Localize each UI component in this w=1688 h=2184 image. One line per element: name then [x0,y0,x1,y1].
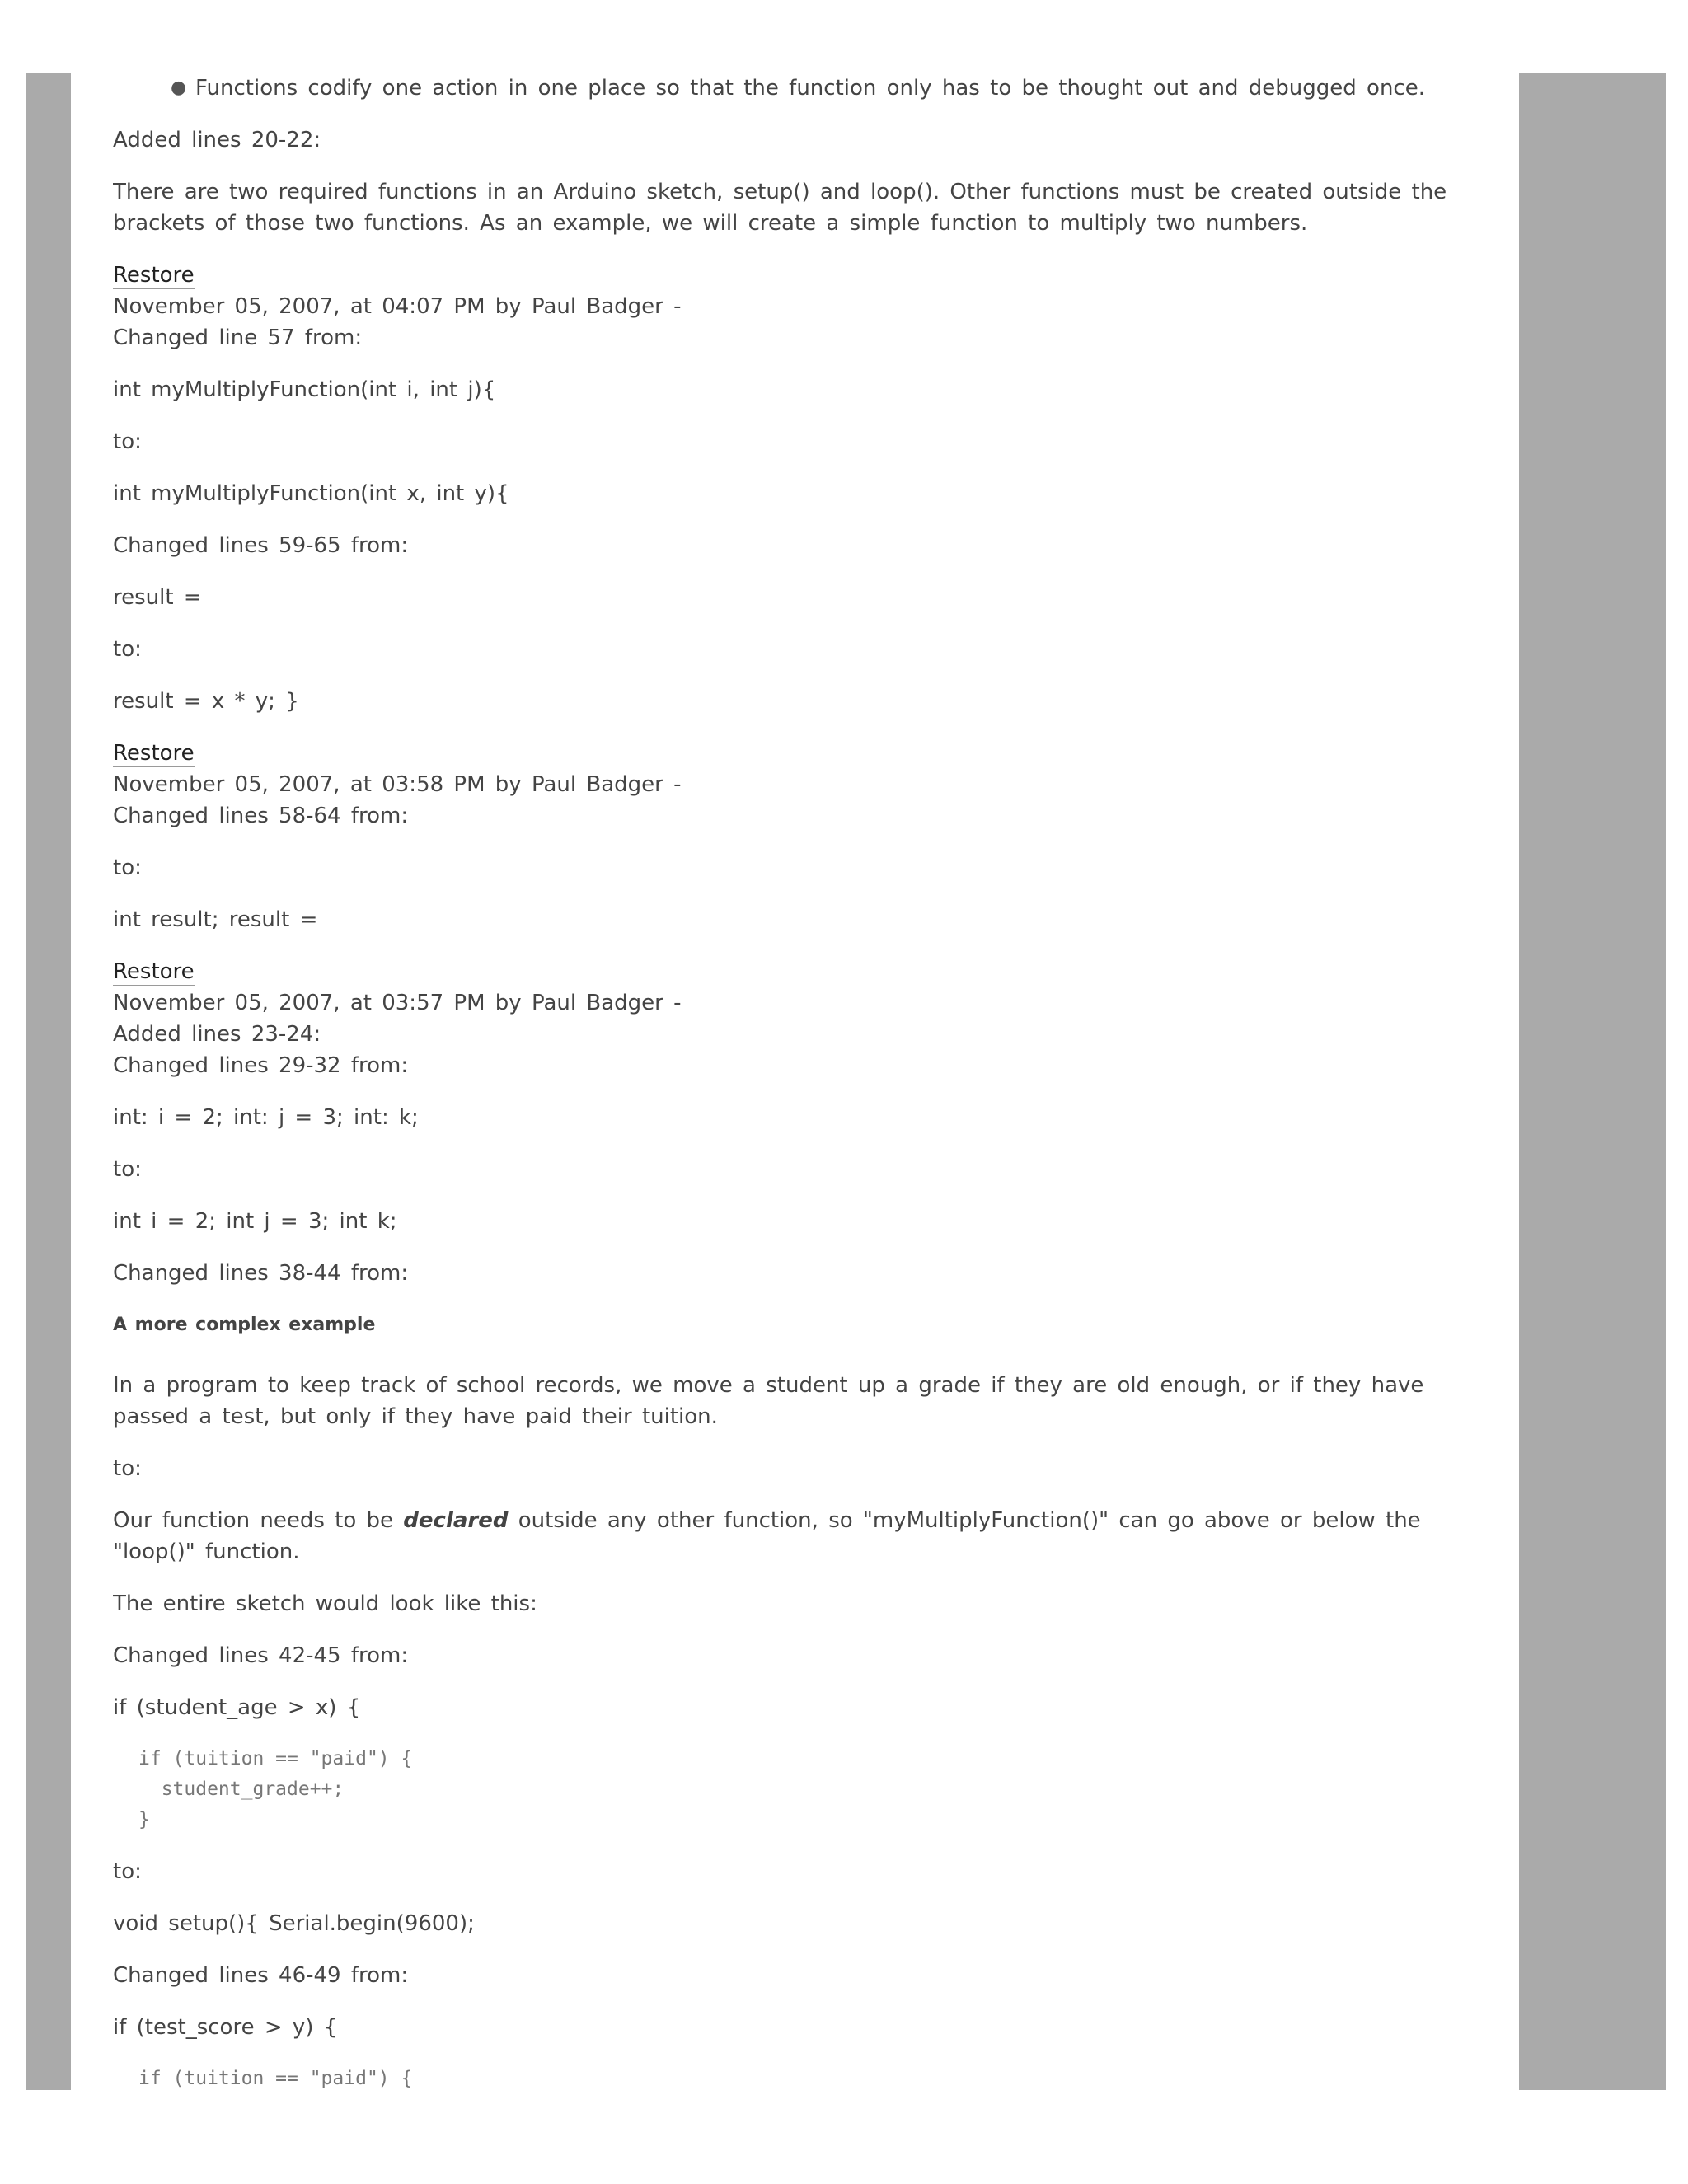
change-label: Changed lines 58-64 from: [113,804,409,828]
to-label: to: [113,1456,142,1481]
to-label: to: [113,637,142,662]
bullet-icon: ● [171,77,187,98]
bullet-text: Functions codify one action in one place so that the function only has to be thought out and debugged once. [195,76,1425,101]
restore-link[interactable]: Restore [113,959,195,984]
code-line: if (student_age > x) { [113,1695,361,1720]
to-label: to: [113,855,142,880]
added-lines-label: Added lines 23-24: [113,1022,321,1047]
restore-link[interactable]: Restore [113,263,195,288]
code-line: if (test_score > y) { [113,2015,338,2040]
declared-emphasis: declared [403,1508,509,1533]
intro-paragraph: There are two required functions in an Arduino sketch, setup() and loop(). Other functions must be created outside the brackets of those two functions. As an example, we will create a simple function to multiply two numbers. [113,180,1447,236]
new-line: int myMultiplyFunction(int x, int y){ [113,481,509,506]
new-line: int result; result = [113,907,318,932]
entire-sketch-text: The entire sketch would look like this: [113,1591,537,1616]
new-line: int i = 2; int j = 3; int k; [113,1209,397,1234]
page-content [113,73,1469,2090]
old-line: int: i = 2; int: j = 3; int: k; [113,1105,419,1130]
revision-meta: November 05, 2007, at 03:58 PM by Paul Badger - [113,772,682,797]
code-line: void setup(){ Serial.begin(9600); [113,1911,475,1936]
section-heading: A more complex example [113,1315,376,1335]
right-gray-bar [1519,73,1666,2090]
declared-text-after: outside any other function, so "myMultiplyFunction()" can go above or below the "loop()" function. [113,1508,1421,1564]
added-lines-label: Added lines 20-22: [113,128,321,152]
revision-block-2 [113,738,1469,832]
bullet-list [113,73,1469,104]
school-paragraph: In a program to keep track of school records, we move a student up a grade if they are old enough, or if they have passed a test, but only if they have paid their tuition. [113,1373,1424,1429]
change-label: Changed lines 42-45 from: [113,1643,409,1668]
old-line: int myMultiplyFunction(int i, int j){ [113,377,496,402]
revision-meta: November 05, 2007, at 03:57 PM by Paul Badger - [113,991,682,1015]
restore-link[interactable]: Restore [113,741,195,766]
revision-block-3 [113,956,1469,1081]
to-label: to: [113,1859,142,1884]
to-label: to: [113,429,142,454]
code-block: if (tuition == "paid") { [138,2068,413,2089]
revision-block-1 [113,260,1469,354]
change-label: Changed lines 38-44 from: [113,1261,409,1286]
change-label: Changed line 57 from: [113,326,363,350]
code-block: if (tuition == "paid") { student_grade++; } [138,1748,413,1830]
new-line: result = x * y; } [113,689,299,714]
change-label: Changed lines 29-32 from: [113,1053,409,1078]
to-label: to: [113,1157,142,1182]
old-line: result = [113,585,202,610]
list-item [171,73,1469,104]
change-label: Changed lines 46-49 from: [113,1963,409,1988]
declared-paragraph [113,1505,1469,1568]
declared-text-before: Our function needs to be [113,1508,404,1533]
change-label: Changed lines 59-65 from: [113,533,409,558]
revision-meta: November 05, 2007, at 04:07 PM by Paul Badger - [113,294,682,319]
left-gray-bar [26,73,71,2090]
